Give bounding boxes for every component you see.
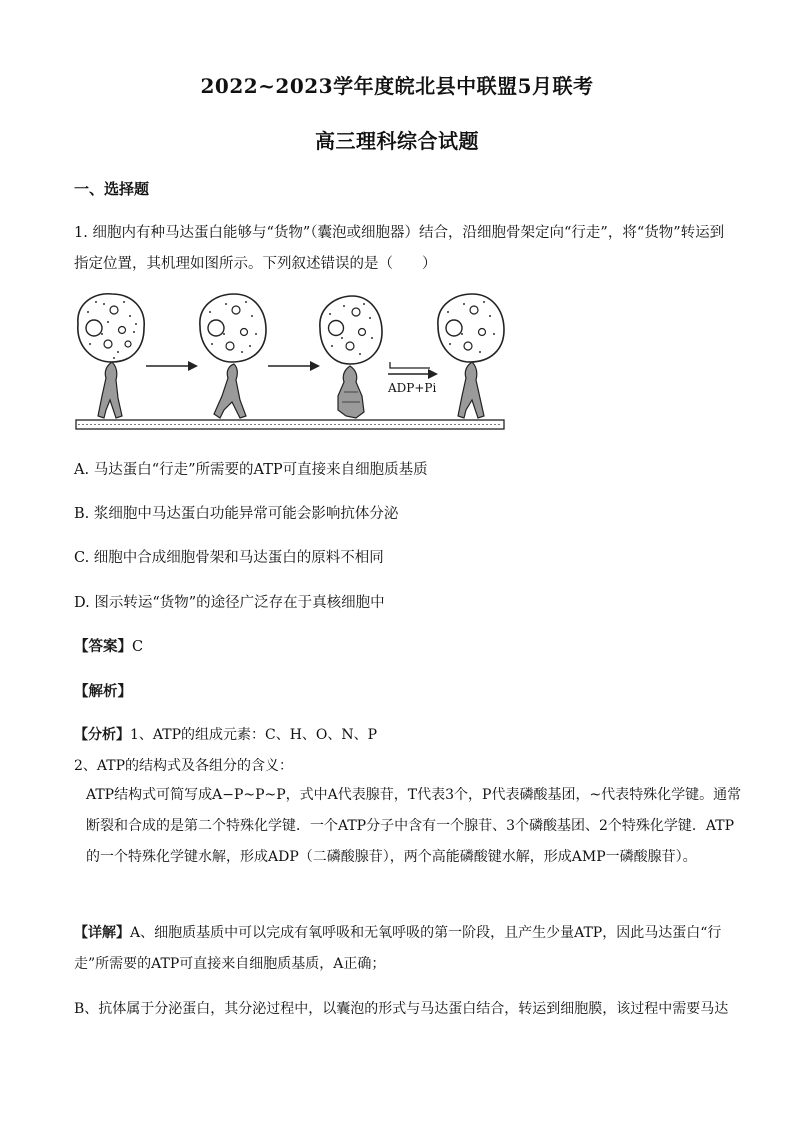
- section-heading: 一、选择题: [74, 180, 150, 198]
- motor-protein-2: [214, 364, 246, 418]
- option-a: A. 马达蛋白“行走”所需要的ATP可直接来自细胞质基质: [74, 462, 428, 478]
- adp-pi-label: ADP+Pi: [388, 381, 437, 395]
- option-d: D. 图示转运“货物”的途径广泛存在于真核细胞中: [74, 595, 385, 611]
- exam-subtitle: 高三理科综合试题: [315, 129, 479, 153]
- answer-value: C: [132, 639, 144, 655]
- cargo-vesicle-2: [200, 294, 266, 362]
- answer-line: [74, 635, 143, 656]
- cargo-vesicle-1: [78, 294, 144, 362]
- adp-pi-arrow: [387, 362, 438, 395]
- option-c: C. 细胞中合成细胞骨架和马达蛋白的原料不相同: [74, 550, 384, 566]
- cargo-vesicle-4: [438, 294, 504, 362]
- fenxi-line-2: 2、ATP的结构式及各组分的含义：: [74, 758, 294, 774]
- xiangjie-a-text: A、细胞质基质中可以完成有氧呼吸和无氧呼吸的第一阶段，且产生少量ATP，因此马达蛋白“行走”所需要的ATP可直接来自细胞质基质，A正确；: [74, 925, 722, 972]
- motor-protein-3: [338, 366, 364, 418]
- question-stem: 1. 细胞内有种马达蛋白能够与“货物”（囊泡或细胞器）结合，沿细胞骨架定向“行走”，将“货物”转运到指定位置，其机理如图所示。下列叙述错误的是（ ）: [74, 225, 725, 272]
- fenxi-tag: 【分析】: [74, 727, 130, 743]
- xiangjie-a: [74, 918, 734, 980]
- motor-protein-1: [98, 362, 122, 418]
- fenxi-line-1: [74, 724, 377, 744]
- fenxi-paragraph: ATP结构式可简写成A−P~P~P，式中A代表腺苷，T代表3个，P代表磷酸基团，~代表特殊化学键。通常断裂和合成的是第二个特殊化学键．一个ATP分子中含有一个腺苷、3个磷酸基团、2个特殊化学键．ATP的一个特殊化学键水解，形成ADP（二磷酸腺苷），两个高能磷酸键水解，形成AMP一磷酸腺苷）。: [86, 787, 742, 865]
- exam-title: 2022~2023学年度皖北县中联盟5月联考: [200, 74, 594, 98]
- arrow-2: [268, 361, 320, 371]
- xiangjie-tag: 【详解】: [74, 925, 130, 941]
- fenxi-text-1: 1、ATP的组成元素：C、H、O、N、P: [130, 727, 378, 743]
- analysis-tag: 【解析】: [74, 683, 132, 700]
- motor-protein-figure: [72, 292, 508, 434]
- xiangjie-b: B、抗体属于分泌蛋白，其分泌过程中，以囊泡的形式与马达蛋白结合，转运到细胞膜，该过程中需要马达: [74, 1001, 729, 1017]
- motor-protein-4: [458, 362, 484, 418]
- answer-tag: 【答案】: [74, 638, 132, 655]
- arrow-1: [146, 361, 198, 371]
- option-b: B. 浆细胞中马达蛋白功能异常可能会影响抗体分泌: [74, 506, 399, 522]
- cargo-vesicle-3: [320, 296, 382, 364]
- cytoskeleton-track: [76, 420, 504, 429]
